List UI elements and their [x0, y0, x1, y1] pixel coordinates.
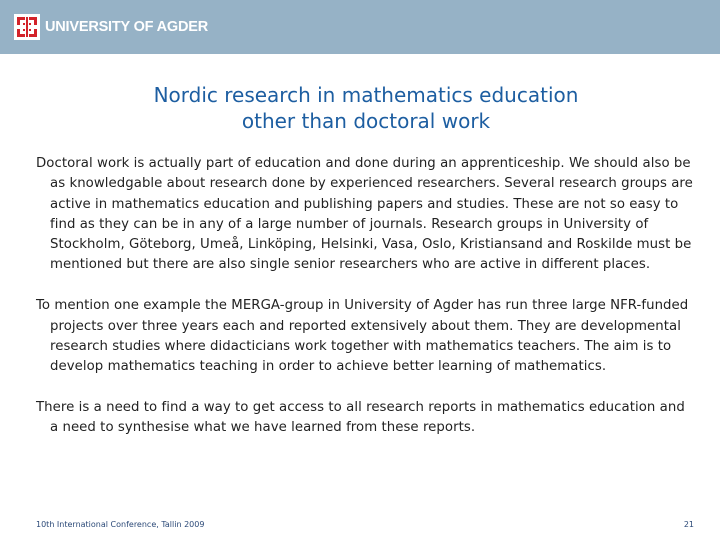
- header-bar: [0, 0, 720, 54]
- slide-body: [36, 154, 696, 459]
- slide-title-line-1: Nordic research in mathematics education: [153, 83, 579, 107]
- slide-title: [60, 82, 672, 134]
- body-paragraph-3: There is a need to find a way to get access to all research reports in mathematics education and a need to synthesise what we have learned from these reports.: [36, 399, 685, 436]
- footer-conference: 10th International Conference, Tallin 2009: [36, 520, 205, 529]
- university-emblem-icon: [14, 14, 40, 40]
- body-paragraph-1: Doctoral work is actually part of education and done during an apprenticeship. We should also be as knowledgable about research done by experienced researchers. Several research groups are active in mathematics education and publishing papers and studies. These are not so easy to find as they can be in any of a large number of journals. Research groups in University of Stockholm, Göteborg, Umeå, Linköping, Helsinki, Vasa, Oslo, Kristiansand and Roskilde must be mentioned but there are also single senior researchers who are active in different places.: [36, 156, 693, 273]
- body-paragraph-2: To mention one example the MERGA-group in University of Agder has run three large NFR-funded projects over three years each and reported extensively about them. They are developmental research studies where didacticians work together with mathematics teachers. The aim is to develop mathematics teaching in order to achieve better learning of mathematics.: [36, 298, 689, 375]
- university-logo: [14, 13, 208, 41]
- logo-text: UNIVERSITY OF AGDER: [45, 19, 208, 35]
- footer-page-number: 21: [683, 520, 694, 529]
- slide-title-line-2: other than doctoral work: [241, 109, 491, 133]
